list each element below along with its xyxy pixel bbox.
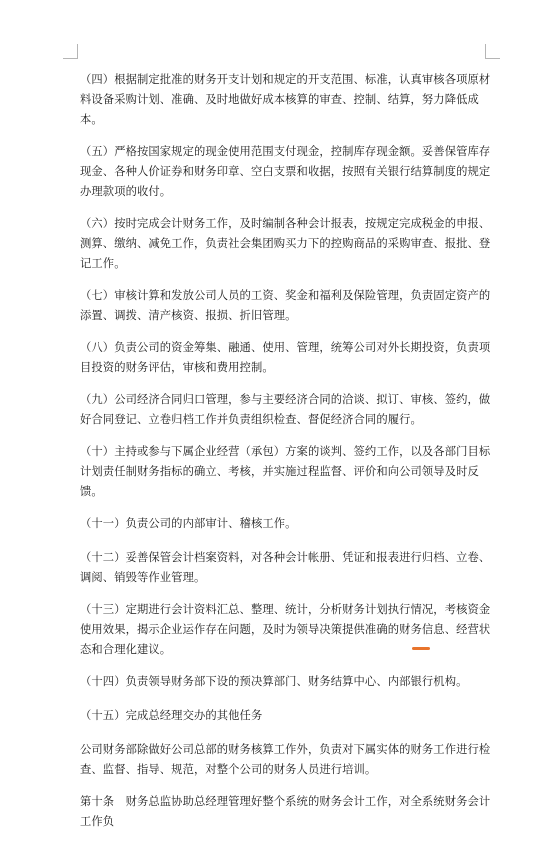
paragraph: （六）按时完成会计财务工作，及时编制各种会计报表，按规定完成税金的申报、测算、缴纳、减免工作，负责社会集团购买力下的控购商品的采购审查、报批、登记工作。	[80, 217, 491, 270]
paragraph: （八）负责公司的资金筹集、融通、使用、管理，统筹公司对外长期投资，负责项目投资的财务评估，审核和费用控制。	[80, 341, 491, 374]
paragraph: （十三）定期进行会计资料汇总、整理、统计，分析财务计划执行情况，考核资金使用效果，揭示企业运作存在问题，及时为领导决策提供准确的财务信息、经营状态和合理化建议。	[80, 603, 491, 656]
spellcheck-underline	[412, 647, 430, 650]
paragraph: （十）主持或参与下属企业经营（承包）方案的谈判、签约工作，以及各部门目标计划责任制财务指标的确立、考核，并实施过程监督、评价和向公司领导及时反馈。	[80, 445, 491, 498]
paragraph: （十五）完成总经理交办的其他任务	[80, 709, 263, 722]
paragraph: （五）严格按国家规定的现金使用范围支付现金，控制库存现金额。妥善保管库存现金、各种人价证券和财务印章、空白支票和收据，按照有关银行结算制度的规定办理款项的收付。	[80, 145, 491, 198]
paragraph: （十二）妥善保管会计档案资料，对各种会计帐册、凭证和报表进行归档、立卷、调阅、销毁等作业管理。	[80, 551, 491, 584]
page-margin-corner-top-left	[63, 44, 78, 59]
document-body[interactable]	[80, 70, 500, 844]
paragraph: （七）审核计算和发放公司人员的工资、奖金和福利及保险管理，负责固定资产的添置、调拨、清产核资、报损、折旧管理。	[80, 289, 491, 322]
paragraph: （四）根据制定批准的财务开支计划和规定的开支范围、标准，认真审核各项原材料设备采购计划、准确、及时地做好成本核算的审查、控制、结算，努力降低成本。	[80, 73, 491, 126]
paragraph: （九）公司经济合同归口管理，参与主要经济合同的洽谈、拟订、审核、签约，做好合同登记、立卷归档工作并负责组织检查、督促经济合同的履行。	[80, 393, 491, 426]
paragraph: 公司财务部除做好公司总部的财务核算工作外，负责对下属实体的财务工作进行检查、监督、指导、规范，对整个公司的财务人员进行培训。	[80, 743, 491, 776]
paragraph: （十四）负责领导财务部下设的预决算部门、财务结算中心、内部银行机构。	[80, 675, 468, 688]
paragraph: 第十条 财务总监协助总经理管理好整个系统的财务会计工作，对全系统财务会计工作负	[80, 795, 491, 828]
page-margin-corner-top-right	[485, 44, 500, 59]
paragraph: （十一）负责公司的内部审计、稽核工作。	[80, 517, 297, 530]
